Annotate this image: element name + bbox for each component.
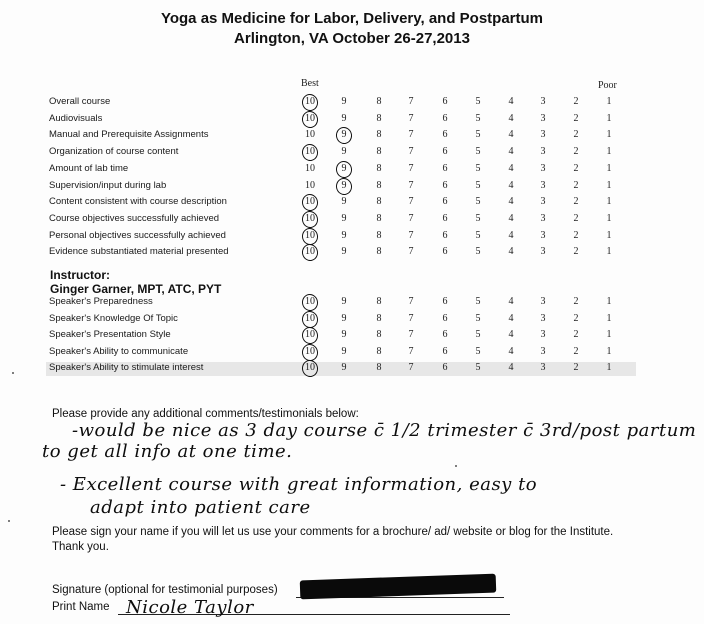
rating-option-7: 7 [408,146,414,158]
rating-option-4: 4 [508,162,514,174]
handwritten-selection-circle [300,326,319,346]
rating-option-1: 1 [606,179,612,191]
handwritten-selection-circle [300,243,319,263]
rating-option-4: 4 [508,212,514,224]
redacted-signature [300,574,497,600]
rating-option-2: 2 [573,296,579,307]
rating-option-8: 8 [376,229,382,241]
rating-option-5: 5 [475,146,481,158]
rating-row-label: Personal objectives successfully achieved [49,229,226,241]
rating-option-9: 9 [341,312,347,324]
rating-option-8: 8 [376,296,382,307]
rating-option-10: 10 [305,296,315,307]
rating-option-8: 8 [376,246,382,258]
rating-option-8: 8 [376,162,382,174]
handwritten-selection-circle [334,159,353,179]
handwritten-selection-circle [300,93,319,113]
rating-option-2: 2 [573,96,579,107]
rating-option-4: 4 [508,112,514,124]
rating-option-4: 4 [508,146,514,158]
rating-option-9: 9 [341,146,347,158]
rating-option-10: 10 [305,229,315,241]
rating-option-3: 3 [540,362,546,373]
rating-option-6: 6 [442,112,448,124]
rating-option-3: 3 [540,129,546,141]
rating-option-4: 4 [508,196,514,208]
rating-option-6: 6 [442,196,448,208]
scan-speck [455,465,457,467]
rating-option-8: 8 [376,212,382,224]
form-title: Yoga as Medicine for Labor, Delivery, and Postpartum [160,10,544,27]
rating-option-1: 1 [606,212,612,224]
rating-option-6: 6 [442,229,448,241]
rating-option-9: 9 [341,229,347,241]
rating-option-10: 10 [305,96,315,107]
rating-option-9: 9 [341,212,347,224]
rating-option-10: 10 [305,329,315,340]
rating-option-8: 8 [376,329,382,340]
form-subtitle-location-date: Arlington, VA October 26-27,2013 [234,30,470,47]
scan-speck [12,372,14,374]
handwritten-comment-line-2: to get all info at one time. [42,441,293,462]
rating-option-2: 2 [573,212,579,224]
rating-option-8: 8 [376,179,382,191]
rating-option-1: 1 [606,345,612,357]
rating-option-4: 4 [508,96,514,107]
rating-row-label: Speaker's Ability to stimulate interest [49,362,204,373]
rating-option-6: 6 [442,96,448,107]
rating-option-4: 4 [508,345,514,357]
rating-row-label: Speaker's Knowledge Of Topic [49,312,178,324]
handwritten-selection-circle [300,143,319,163]
rating-option-9: 9 [341,196,347,208]
rating-option-6: 6 [442,129,448,141]
rating-option-3: 3 [540,296,546,307]
rating-option-2: 2 [573,112,579,124]
rating-option-5: 5 [475,212,481,224]
rating-option-7: 7 [408,246,414,258]
scale-poor-label: Poor [598,80,617,91]
rating-option-9: 9 [341,162,347,174]
rating-option-5: 5 [475,345,481,357]
rating-option-2: 2 [573,162,579,174]
rating-option-2: 2 [573,196,579,208]
rating-row-label: Speaker's Preparedness [49,296,153,307]
rating-option-10: 10 [305,246,315,258]
rating-option-6: 6 [442,212,448,224]
rating-option-4: 4 [508,229,514,241]
rating-option-3: 3 [540,162,546,174]
rating-option-5: 5 [475,196,481,208]
rating-row-label: Audiovisuals [49,112,103,124]
rating-option-10: 10 [305,362,315,373]
rating-option-10: 10 [305,212,315,224]
rating-option-7: 7 [408,96,414,107]
rating-option-4: 4 [508,246,514,258]
rating-row-label: Speaker's Ability to communicate [49,345,189,357]
rating-option-7: 7 [408,345,414,357]
rating-row-label: Evidence substantiated material presented [49,246,229,258]
rating-option-7: 7 [408,296,414,307]
rating-option-7: 7 [408,179,414,191]
handwritten-comment-line-4: adapt into patient care [90,497,311,518]
rating-option-6: 6 [442,246,448,258]
rating-option-4: 4 [508,129,514,141]
rating-option-5: 5 [475,312,481,324]
rating-option-2: 2 [573,362,579,373]
rating-option-1: 1 [606,296,612,307]
thank-you-text: Thank you. [52,541,109,553]
rating-option-6: 6 [442,312,448,324]
rating-option-4: 4 [508,329,514,340]
rating-option-9: 9 [341,362,347,373]
rating-option-6: 6 [442,345,448,357]
rating-row-label: Organization of course content [49,146,179,158]
rating-option-7: 7 [408,229,414,241]
rating-option-5: 5 [475,362,481,373]
rating-option-7: 7 [408,329,414,340]
rating-option-5: 5 [475,296,481,307]
rating-option-3: 3 [540,246,546,258]
rating-option-3: 3 [540,196,546,208]
rating-option-6: 6 [442,179,448,191]
rating-row-label: Speaker's Presentation Style [49,329,171,340]
rating-option-1: 1 [606,312,612,324]
rating-option-4: 4 [508,179,514,191]
rating-option-9: 9 [341,296,347,307]
rating-option-6: 6 [442,162,448,174]
rating-option-9: 9 [341,112,347,124]
rating-option-8: 8 [376,146,382,158]
rating-row-label: Amount of lab time [49,162,129,174]
rating-option-7: 7 [408,312,414,324]
rating-option-2: 2 [573,246,579,258]
rating-option-5: 5 [475,179,481,191]
rating-option-6: 6 [442,146,448,158]
rating-option-3: 3 [540,345,546,357]
rating-option-8: 8 [376,112,382,124]
handwritten-selection-circle [334,126,353,146]
scale-best-label: Best [301,78,319,89]
rating-option-10: 10 [305,312,315,324]
rating-option-1: 1 [606,196,612,208]
rating-option-8: 8 [376,312,382,324]
rating-option-8: 8 [376,345,382,357]
rating-option-3: 3 [540,329,546,340]
instructor-name: Ginger Garner, MPT, ATC, PYT [50,282,222,296]
rating-row-label: Manual and Prerequisite Assignments [49,129,209,141]
rating-option-10: 10 [305,162,315,174]
rating-option-6: 6 [442,362,448,373]
rating-option-4: 4 [508,312,514,324]
rating-option-1: 1 [606,162,612,174]
rating-option-2: 2 [573,329,579,340]
rating-option-4: 4 [508,362,514,373]
rating-option-9: 9 [341,129,347,141]
signature-label: Signature (optional for testimonial purposes) [52,584,278,596]
rating-option-10: 10 [305,146,315,158]
rating-option-3: 3 [540,112,546,124]
instructor-heading: Instructor: [50,268,110,282]
handwritten-comment-line-1: -would be nice as 3 day course c̄ 1/2 trimester c̄ 3rd/post partum [72,420,697,441]
rating-row-label: Supervision/input during lab [49,179,167,191]
rating-option-7: 7 [408,129,414,141]
handwritten-print-name: Nicole Taylor [126,597,254,618]
handwritten-comment-line-3: - Excellent course with great information, easy to [60,474,538,495]
rating-option-5: 5 [475,229,481,241]
rating-option-4: 4 [508,296,514,307]
rating-option-1: 1 [606,146,612,158]
rating-option-2: 2 [573,229,579,241]
rating-option-10: 10 [305,345,315,357]
rating-option-7: 7 [408,112,414,124]
rating-option-3: 3 [540,312,546,324]
rating-option-2: 2 [573,146,579,158]
rating-option-2: 2 [573,179,579,191]
rating-option-5: 5 [475,96,481,107]
rating-option-10: 10 [305,196,315,208]
rating-option-1: 1 [606,329,612,340]
rating-option-1: 1 [606,246,612,258]
permission-text: Please sign your name if you will let us use your comments for a brochure/ ad/ website or blog for the Institute. [52,526,614,538]
rating-option-3: 3 [540,96,546,107]
rating-option-8: 8 [376,362,382,373]
rating-option-9: 9 [341,329,347,340]
rating-option-10: 10 [305,129,315,141]
rating-option-8: 8 [376,196,382,208]
comments-prompt: Please provide any additional comments/testimonials below: [52,408,359,420]
rating-option-7: 7 [408,212,414,224]
rating-option-10: 10 [305,179,315,191]
rating-option-9: 9 [341,246,347,258]
rating-option-3: 3 [540,229,546,241]
rating-option-10: 10 [305,112,315,124]
rating-option-1: 1 [606,229,612,241]
rating-option-7: 7 [408,362,414,373]
rating-option-6: 6 [442,329,448,340]
rating-option-5: 5 [475,162,481,174]
rating-option-3: 3 [540,146,546,158]
rating-option-1: 1 [606,96,612,107]
rating-option-3: 3 [540,179,546,191]
rating-option-5: 5 [475,246,481,258]
rating-row-label: Course objectives successfully achieved [49,212,220,224]
handwritten-selection-circle [300,293,319,313]
rating-option-2: 2 [573,129,579,141]
rating-option-7: 7 [408,162,414,174]
rating-option-2: 2 [573,345,579,357]
rating-option-1: 1 [606,112,612,124]
rating-option-5: 5 [475,129,481,141]
rating-option-6: 6 [442,296,448,307]
rating-option-9: 9 [341,345,347,357]
rating-option-9: 9 [341,96,347,107]
rating-option-3: 3 [540,212,546,224]
rating-option-7: 7 [408,196,414,208]
rating-option-5: 5 [475,112,481,124]
rating-row-label: Content consistent with course description [49,196,227,208]
rating-option-2: 2 [573,312,579,324]
rating-option-1: 1 [606,129,612,141]
scan-speck [8,520,10,522]
handwritten-selection-circle [300,193,319,213]
rating-row-label: Overall course [49,96,111,107]
rating-option-8: 8 [376,129,382,141]
handwritten-selection-circle [300,209,319,229]
rating-option-5: 5 [475,329,481,340]
print-name-label: Print Name [52,601,110,613]
rating-option-1: 1 [606,362,612,373]
rating-option-9: 9 [341,179,347,191]
rating-option-8: 8 [376,96,382,107]
